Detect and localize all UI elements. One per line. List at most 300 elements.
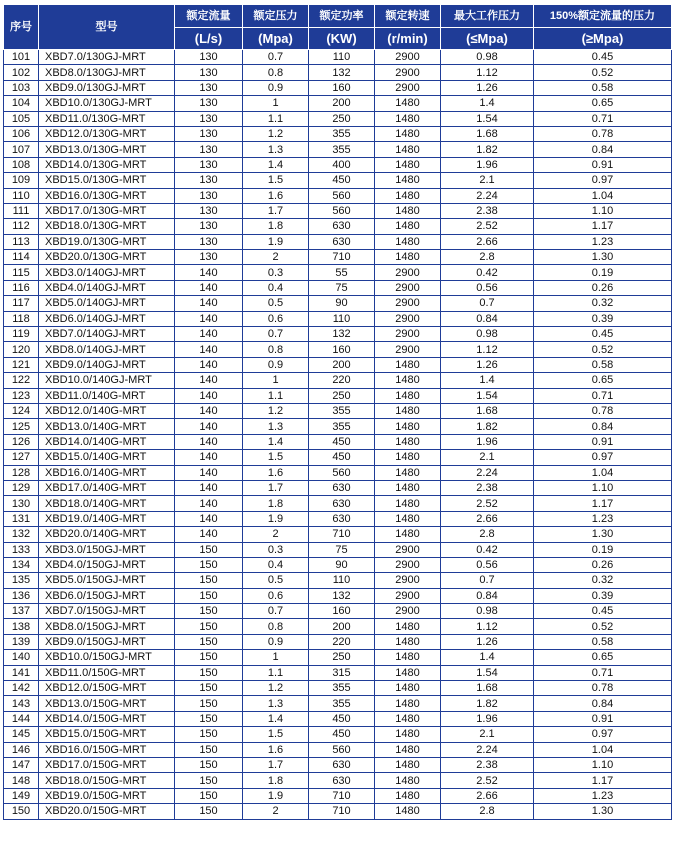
cell-max-pressure: 2.66 xyxy=(441,511,534,526)
table-row xyxy=(4,696,672,711)
cell-150-pressure: 1.17 xyxy=(534,773,672,788)
cell-power: 355 xyxy=(309,142,375,157)
cell-speed: 2900 xyxy=(375,80,441,95)
cell-max-pressure: 1.54 xyxy=(441,111,534,126)
cell-flow: 150 xyxy=(175,757,243,772)
cell-no: 149 xyxy=(4,788,39,803)
cell-max-pressure: 2.8 xyxy=(441,804,534,819)
cell-150-pressure: 1.23 xyxy=(534,788,672,803)
cell-power: 220 xyxy=(309,373,375,388)
cell-no: 118 xyxy=(4,311,39,326)
cell-speed: 2900 xyxy=(375,604,441,619)
cell-flow: 150 xyxy=(175,619,243,634)
cell-150-pressure: 0.84 xyxy=(534,142,672,157)
cell-max-pressure: 1.12 xyxy=(441,619,534,634)
cell-flow: 140 xyxy=(175,527,243,542)
cell-speed: 1480 xyxy=(375,527,441,542)
cell-speed: 2900 xyxy=(375,542,441,557)
cell-no: 141 xyxy=(4,665,39,680)
table-row xyxy=(4,465,672,480)
header-max-pressure-unit: (≤Mpa) xyxy=(441,28,534,50)
cell-model: XBD7.0/140GJ-MRT xyxy=(39,327,175,342)
cell-flow: 150 xyxy=(175,804,243,819)
cell-no: 146 xyxy=(4,742,39,757)
cell-flow: 150 xyxy=(175,573,243,588)
cell-flow: 150 xyxy=(175,588,243,603)
cell-no: 127 xyxy=(4,450,39,465)
table-row xyxy=(4,665,672,680)
cell-pressure: 1.2 xyxy=(243,126,309,141)
cell-no: 109 xyxy=(4,173,39,188)
cell-150-pressure: 1.10 xyxy=(534,757,672,772)
table-row xyxy=(4,788,672,803)
cell-model: XBD15.0/140G-MRT xyxy=(39,450,175,465)
cell-max-pressure: 1.26 xyxy=(441,80,534,95)
cell-speed: 1480 xyxy=(375,619,441,634)
header-flow: 额定流量 xyxy=(175,5,243,28)
cell-speed: 1480 xyxy=(375,357,441,372)
cell-150-pressure: 0.19 xyxy=(534,542,672,557)
cell-power: 200 xyxy=(309,357,375,372)
cell-no: 114 xyxy=(4,250,39,265)
cell-flow: 140 xyxy=(175,265,243,280)
cell-model: XBD14.0/130G-MRT xyxy=(39,157,175,172)
cell-model: XBD18.0/130G-MRT xyxy=(39,219,175,234)
cell-flow: 140 xyxy=(175,342,243,357)
cell-model: XBD9.0/130GJ-MRT xyxy=(39,80,175,95)
cell-no: 130 xyxy=(4,496,39,511)
table-row xyxy=(4,357,672,372)
cell-flow: 140 xyxy=(175,388,243,403)
cell-speed: 2900 xyxy=(375,296,441,311)
table-row xyxy=(4,250,672,265)
cell-power: 132 xyxy=(309,65,375,80)
cell-pressure: 0.3 xyxy=(243,265,309,280)
cell-pressure: 0.8 xyxy=(243,619,309,634)
cell-150-pressure: 0.45 xyxy=(534,604,672,619)
table-row xyxy=(4,588,672,603)
cell-150-pressure: 0.91 xyxy=(534,711,672,726)
cell-pressure: 0.7 xyxy=(243,604,309,619)
cell-no: 101 xyxy=(4,50,39,65)
cell-max-pressure: 0.56 xyxy=(441,557,534,572)
cell-max-pressure: 2.38 xyxy=(441,757,534,772)
cell-pressure: 1.5 xyxy=(243,450,309,465)
cell-flow: 150 xyxy=(175,542,243,557)
cell-flow: 130 xyxy=(175,111,243,126)
cell-speed: 1480 xyxy=(375,142,441,157)
cell-speed: 1480 xyxy=(375,496,441,511)
cell-power: 200 xyxy=(309,619,375,634)
cell-max-pressure: 1.12 xyxy=(441,65,534,80)
cell-power: 200 xyxy=(309,96,375,111)
cell-no: 106 xyxy=(4,126,39,141)
cell-no: 145 xyxy=(4,727,39,742)
cell-max-pressure: 0.98 xyxy=(441,50,534,65)
cell-flow: 150 xyxy=(175,788,243,803)
cell-no: 140 xyxy=(4,650,39,665)
cell-pressure: 1.1 xyxy=(243,111,309,126)
cell-no: 150 xyxy=(4,804,39,819)
cell-no: 139 xyxy=(4,634,39,649)
cell-speed: 1480 xyxy=(375,188,441,203)
cell-max-pressure: 2.66 xyxy=(441,788,534,803)
header-flow-unit: (L/s) xyxy=(175,28,243,50)
cell-model: XBD10.0/130GJ-MRT xyxy=(39,96,175,111)
cell-max-pressure: 2.24 xyxy=(441,188,534,203)
cell-speed: 1480 xyxy=(375,681,441,696)
cell-150-pressure: 0.19 xyxy=(534,265,672,280)
table-row xyxy=(4,419,672,434)
table-row xyxy=(4,604,672,619)
cell-speed: 2900 xyxy=(375,327,441,342)
table-row xyxy=(4,388,672,403)
cell-max-pressure: 1.4 xyxy=(441,650,534,665)
header-no: 序号 xyxy=(4,5,39,50)
cell-no: 136 xyxy=(4,588,39,603)
cell-power: 630 xyxy=(309,496,375,511)
cell-no: 122 xyxy=(4,373,39,388)
cell-power: 355 xyxy=(309,696,375,711)
cell-150-pressure: 0.71 xyxy=(534,388,672,403)
cell-flow: 140 xyxy=(175,357,243,372)
cell-speed: 2900 xyxy=(375,65,441,80)
table-row xyxy=(4,203,672,218)
cell-speed: 1480 xyxy=(375,450,441,465)
table-row xyxy=(4,280,672,295)
cell-150-pressure: 0.84 xyxy=(534,419,672,434)
cell-power: 560 xyxy=(309,465,375,480)
cell-speed: 2900 xyxy=(375,557,441,572)
cell-max-pressure: 2.52 xyxy=(441,496,534,511)
cell-max-pressure: 1.26 xyxy=(441,357,534,372)
table-row xyxy=(4,804,672,819)
cell-speed: 1480 xyxy=(375,511,441,526)
cell-no: 119 xyxy=(4,327,39,342)
cell-speed: 1480 xyxy=(375,711,441,726)
cell-150-pressure: 0.65 xyxy=(534,96,672,111)
cell-pressure: 0.8 xyxy=(243,342,309,357)
cell-max-pressure: 0.56 xyxy=(441,280,534,295)
cell-pressure: 0.9 xyxy=(243,80,309,95)
cell-no: 115 xyxy=(4,265,39,280)
cell-pressure: 1.8 xyxy=(243,219,309,234)
cell-power: 110 xyxy=(309,50,375,65)
cell-pressure: 1.1 xyxy=(243,665,309,680)
cell-speed: 2900 xyxy=(375,280,441,295)
cell-pressure: 1.6 xyxy=(243,742,309,757)
cell-no: 143 xyxy=(4,696,39,711)
cell-power: 450 xyxy=(309,450,375,465)
cell-model: XBD20.0/140G-MRT xyxy=(39,527,175,542)
cell-speed: 1480 xyxy=(375,234,441,249)
cell-flow: 140 xyxy=(175,327,243,342)
cell-no: 147 xyxy=(4,757,39,772)
cell-max-pressure: 1.82 xyxy=(441,696,534,711)
cell-max-pressure: 2.24 xyxy=(441,465,534,480)
cell-power: 355 xyxy=(309,419,375,434)
cell-model: XBD19.0/150G-MRT xyxy=(39,788,175,803)
cell-150-pressure: 0.52 xyxy=(534,65,672,80)
cell-flow: 130 xyxy=(175,157,243,172)
cell-speed: 1480 xyxy=(375,96,441,111)
cell-power: 630 xyxy=(309,234,375,249)
cell-flow: 140 xyxy=(175,450,243,465)
cell-flow: 140 xyxy=(175,480,243,495)
table-row xyxy=(4,157,672,172)
cell-model: XBD6.0/140GJ-MRT xyxy=(39,311,175,326)
cell-150-pressure: 1.17 xyxy=(534,496,672,511)
cell-flow: 140 xyxy=(175,496,243,511)
cell-max-pressure: 0.98 xyxy=(441,604,534,619)
cell-pressure: 1.6 xyxy=(243,465,309,480)
cell-flow: 150 xyxy=(175,557,243,572)
cell-model: XBD15.0/130G-MRT xyxy=(39,173,175,188)
cell-model: XBD18.0/150G-MRT xyxy=(39,773,175,788)
cell-no: 135 xyxy=(4,573,39,588)
cell-pressure: 2 xyxy=(243,804,309,819)
table-row xyxy=(4,111,672,126)
cell-pressure: 1.9 xyxy=(243,511,309,526)
cell-model: XBD13.0/150G-MRT xyxy=(39,696,175,711)
cell-power: 250 xyxy=(309,388,375,403)
cell-no: 137 xyxy=(4,604,39,619)
cell-model: XBD8.0/140GJ-MRT xyxy=(39,342,175,357)
header-max-pressure: 最大工作压力 xyxy=(441,5,534,28)
cell-model: XBD12.0/140G-MRT xyxy=(39,403,175,418)
cell-power: 450 xyxy=(309,727,375,742)
cell-power: 75 xyxy=(309,542,375,557)
cell-no: 132 xyxy=(4,527,39,542)
cell-150-pressure: 1.10 xyxy=(534,480,672,495)
cell-power: 132 xyxy=(309,327,375,342)
cell-speed: 1480 xyxy=(375,157,441,172)
cell-power: 630 xyxy=(309,773,375,788)
cell-power: 630 xyxy=(309,511,375,526)
cell-flow: 150 xyxy=(175,665,243,680)
cell-150-pressure: 1.04 xyxy=(534,188,672,203)
cell-speed: 1480 xyxy=(375,650,441,665)
cell-flow: 140 xyxy=(175,465,243,480)
cell-150-pressure: 1.30 xyxy=(534,804,672,819)
cell-speed: 1480 xyxy=(375,757,441,772)
pump-spec-table xyxy=(3,4,672,820)
cell-flow: 140 xyxy=(175,311,243,326)
cell-150-pressure: 0.97 xyxy=(534,173,672,188)
cell-pressure: 0.6 xyxy=(243,588,309,603)
cell-flow: 140 xyxy=(175,419,243,434)
cell-flow: 150 xyxy=(175,604,243,619)
table-row xyxy=(4,711,672,726)
cell-pressure: 2 xyxy=(243,250,309,265)
cell-speed: 1480 xyxy=(375,804,441,819)
cell-model: XBD18.0/140G-MRT xyxy=(39,496,175,511)
table-row xyxy=(4,65,672,80)
cell-power: 710 xyxy=(309,788,375,803)
cell-max-pressure: 1.68 xyxy=(441,681,534,696)
cell-power: 710 xyxy=(309,250,375,265)
cell-max-pressure: 1.96 xyxy=(441,434,534,449)
cell-speed: 1480 xyxy=(375,173,441,188)
cell-max-pressure: 1.26 xyxy=(441,634,534,649)
cell-power: 90 xyxy=(309,296,375,311)
cell-max-pressure: 0.84 xyxy=(441,311,534,326)
cell-power: 630 xyxy=(309,757,375,772)
table-header xyxy=(4,5,672,50)
cell-no: 112 xyxy=(4,219,39,234)
cell-power: 560 xyxy=(309,742,375,757)
header-power-unit: (KW) xyxy=(309,28,375,50)
cell-max-pressure: 1.96 xyxy=(441,711,534,726)
cell-150-pressure: 0.78 xyxy=(534,403,672,418)
cell-flow: 150 xyxy=(175,696,243,711)
cell-150-pressure: 1.23 xyxy=(534,234,672,249)
cell-150-pressure: 1.30 xyxy=(534,250,672,265)
cell-max-pressure: 2.24 xyxy=(441,742,534,757)
cell-max-pressure: 2.1 xyxy=(441,727,534,742)
table-row xyxy=(4,403,672,418)
cell-max-pressure: 1.54 xyxy=(441,388,534,403)
cell-pressure: 1 xyxy=(243,650,309,665)
cell-model: XBD13.0/130G-MRT xyxy=(39,142,175,157)
cell-max-pressure: 0.84 xyxy=(441,588,534,603)
cell-pressure: 1.4 xyxy=(243,434,309,449)
table-row xyxy=(4,742,672,757)
cell-max-pressure: 2.8 xyxy=(441,527,534,542)
cell-pressure: 0.4 xyxy=(243,280,309,295)
cell-model: XBD14.0/140G-MRT xyxy=(39,434,175,449)
cell-flow: 150 xyxy=(175,681,243,696)
cell-model: XBD12.0/150G-MRT xyxy=(39,681,175,696)
cell-pressure: 0.7 xyxy=(243,327,309,342)
cell-power: 355 xyxy=(309,126,375,141)
cell-speed: 1480 xyxy=(375,219,441,234)
cell-no: 105 xyxy=(4,111,39,126)
cell-flow: 140 xyxy=(175,403,243,418)
cell-150-pressure: 0.26 xyxy=(534,557,672,572)
cell-max-pressure: 1.68 xyxy=(441,403,534,418)
cell-no: 103 xyxy=(4,80,39,95)
cell-speed: 1480 xyxy=(375,727,441,742)
cell-no: 133 xyxy=(4,542,39,557)
cell-max-pressure: 0.7 xyxy=(441,296,534,311)
cell-model: XBD10.0/150GJ-MRT xyxy=(39,650,175,665)
cell-flow: 130 xyxy=(175,188,243,203)
cell-model: XBD19.0/140G-MRT xyxy=(39,511,175,526)
cell-150-pressure: 0.71 xyxy=(534,665,672,680)
table-row xyxy=(4,342,672,357)
cell-150-pressure: 0.39 xyxy=(534,588,672,603)
cell-flow: 130 xyxy=(175,203,243,218)
header-pressure: 额定压力 xyxy=(243,5,309,28)
table-row xyxy=(4,142,672,157)
cell-pressure: 2 xyxy=(243,527,309,542)
table-row xyxy=(4,542,672,557)
cell-max-pressure: 1.82 xyxy=(441,419,534,434)
table-row xyxy=(4,650,672,665)
cell-flow: 130 xyxy=(175,126,243,141)
cell-max-pressure: 2.38 xyxy=(441,203,534,218)
cell-speed: 1480 xyxy=(375,373,441,388)
table-row xyxy=(4,311,672,326)
table-row xyxy=(4,727,672,742)
cell-150-pressure: 0.58 xyxy=(534,634,672,649)
cell-power: 560 xyxy=(309,188,375,203)
cell-max-pressure: 2.52 xyxy=(441,773,534,788)
cell-speed: 2900 xyxy=(375,588,441,603)
cell-flow: 150 xyxy=(175,634,243,649)
table-row xyxy=(4,265,672,280)
cell-power: 160 xyxy=(309,80,375,95)
table-row xyxy=(4,757,672,772)
cell-pressure: 1.8 xyxy=(243,496,309,511)
cell-flow: 130 xyxy=(175,173,243,188)
cell-no: 121 xyxy=(4,357,39,372)
cell-pressure: 1.4 xyxy=(243,157,309,172)
cell-150-pressure: 0.52 xyxy=(534,619,672,634)
cell-flow: 140 xyxy=(175,373,243,388)
cell-max-pressure: 1.4 xyxy=(441,373,534,388)
cell-speed: 1480 xyxy=(375,465,441,480)
cell-flow: 150 xyxy=(175,711,243,726)
cell-power: 450 xyxy=(309,711,375,726)
table-row xyxy=(4,327,672,342)
table-row xyxy=(4,557,672,572)
cell-flow: 130 xyxy=(175,250,243,265)
cell-model: XBD11.0/130G-MRT xyxy=(39,111,175,126)
cell-model: XBD6.0/150GJ-MRT xyxy=(39,588,175,603)
cell-power: 630 xyxy=(309,480,375,495)
cell-speed: 1480 xyxy=(375,788,441,803)
cell-pressure: 1.7 xyxy=(243,203,309,218)
cell-speed: 2900 xyxy=(375,573,441,588)
cell-power: 355 xyxy=(309,403,375,418)
cell-no: 107 xyxy=(4,142,39,157)
cell-power: 355 xyxy=(309,681,375,696)
cell-no: 144 xyxy=(4,711,39,726)
cell-no: 124 xyxy=(4,403,39,418)
cell-model: XBD4.0/150GJ-MRT xyxy=(39,557,175,572)
cell-150-pressure: 1.04 xyxy=(534,742,672,757)
cell-no: 138 xyxy=(4,619,39,634)
table-row xyxy=(4,434,672,449)
cell-speed: 2900 xyxy=(375,265,441,280)
cell-max-pressure: 1.82 xyxy=(441,142,534,157)
cell-flow: 150 xyxy=(175,773,243,788)
cell-power: 90 xyxy=(309,557,375,572)
cell-flow: 150 xyxy=(175,742,243,757)
cell-pressure: 1.3 xyxy=(243,419,309,434)
cell-model: XBD13.0/140G-MRT xyxy=(39,419,175,434)
cell-pressure: 1.3 xyxy=(243,142,309,157)
cell-speed: 1480 xyxy=(375,203,441,218)
cell-speed: 2900 xyxy=(375,311,441,326)
cell-150-pressure: 0.58 xyxy=(534,357,672,372)
table-row xyxy=(4,450,672,465)
cell-pressure: 0.7 xyxy=(243,50,309,65)
cell-150-pressure: 0.91 xyxy=(534,157,672,172)
cell-max-pressure: 2.38 xyxy=(441,480,534,495)
cell-pressure: 1.2 xyxy=(243,403,309,418)
cell-flow: 140 xyxy=(175,296,243,311)
cell-no: 110 xyxy=(4,188,39,203)
cell-150-pressure: 0.32 xyxy=(534,296,672,311)
cell-max-pressure: 2.52 xyxy=(441,219,534,234)
cell-150-pressure: 1.23 xyxy=(534,511,672,526)
cell-speed: 1480 xyxy=(375,665,441,680)
table-row xyxy=(4,234,672,249)
cell-model: XBD11.0/140G-MRT xyxy=(39,388,175,403)
